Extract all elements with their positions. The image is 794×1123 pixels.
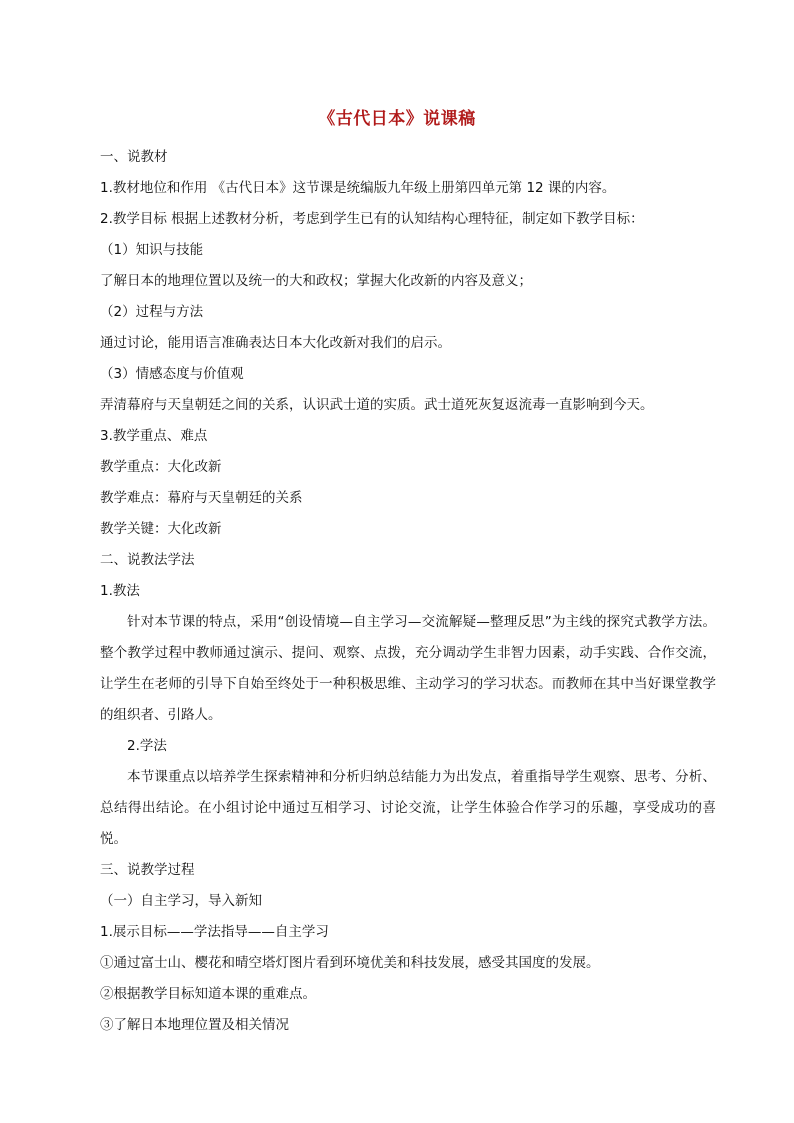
body-line: 1.教材地位和作用 《古代日本》这节课是统编版九年级上册第四单元第 12 课的内容。 <box>100 180 616 196</box>
body-line: 一、说教材 <box>100 149 168 165</box>
body-line: 三、说教学过程 <box>100 862 195 878</box>
body-line: （一）自主学习，导入新知 <box>100 893 262 909</box>
document-body <box>100 142 716 1041</box>
body-line: （1）知识与技能 <box>100 242 204 258</box>
body-line: 教学难点：幕府与天皇朝廷的关系 <box>100 490 303 506</box>
body-line: 弄清幕府与天皇朝廷之间的关系，认识武士道的实质。武士道死灰复返流毒一直影响到今天。 <box>100 397 654 413</box>
body-line: 3.教学重点、难点 <box>100 428 208 444</box>
document-title: 《古代日本》说课稿 <box>318 109 476 129</box>
body-line: 通过讨论，能用语言准确表达日本大化改新对我们的启示。 <box>100 335 451 351</box>
body-line: 了解日本的地理位置以及统一的大和政权；掌握大化改新的内容及意义； <box>100 273 532 289</box>
body-line: 1.展示目标——学法指导——自主学习 <box>100 924 329 940</box>
body-line: （2）过程与方法 <box>100 304 204 320</box>
body-paragraph: 本节课重点以培养学生探索精神和分析归纳总结能力为出发点，着重指导学生观察、思考、分析、总结得出结论。在小组讨论中通过互相学习、讨论交流，让学生体验合作学习的乐趣，享受成功的喜悦。 <box>100 769 716 847</box>
body-line: 2.教学目标 根据上述教材分析，考虑到学生已有的认知结构心理特征，制定如下教学目标： <box>100 211 644 227</box>
body-line: 1.教法 <box>100 583 140 599</box>
body-line: ③了解日本地理位置及相关情况 <box>100 1017 289 1033</box>
body-line: 2.学法 <box>127 738 167 754</box>
body-line: 教学关键：大化改新 <box>100 521 222 537</box>
body-line: 教学重点：大化改新 <box>100 459 222 475</box>
body-line: ②根据教学目标知道本课的重难点。 <box>100 986 316 1002</box>
body-paragraph: 针对本节课的特点，采用“创设情境—自主学习—交流解疑—整理反思”为主线的探究式教学方法。整个教学过程中教师通过演示、提问、观察、点拨，充分调动学生非智力因素，动手实践、合作交流，让学生在老师的引导下自始至终处于一种积极思维、主动学习的学习状态。而教师在其中当好课堂教学 的组织者、引路人。 <box>100 614 716 723</box>
body-line: ①通过富士山、樱花和晴空塔灯图片看到环境优美和科技发展，感受其国度的发展。 <box>100 955 600 971</box>
body-line: （3）情感态度与价值观 <box>100 366 244 382</box>
body-line: 二、说教法学法 <box>100 552 195 568</box>
